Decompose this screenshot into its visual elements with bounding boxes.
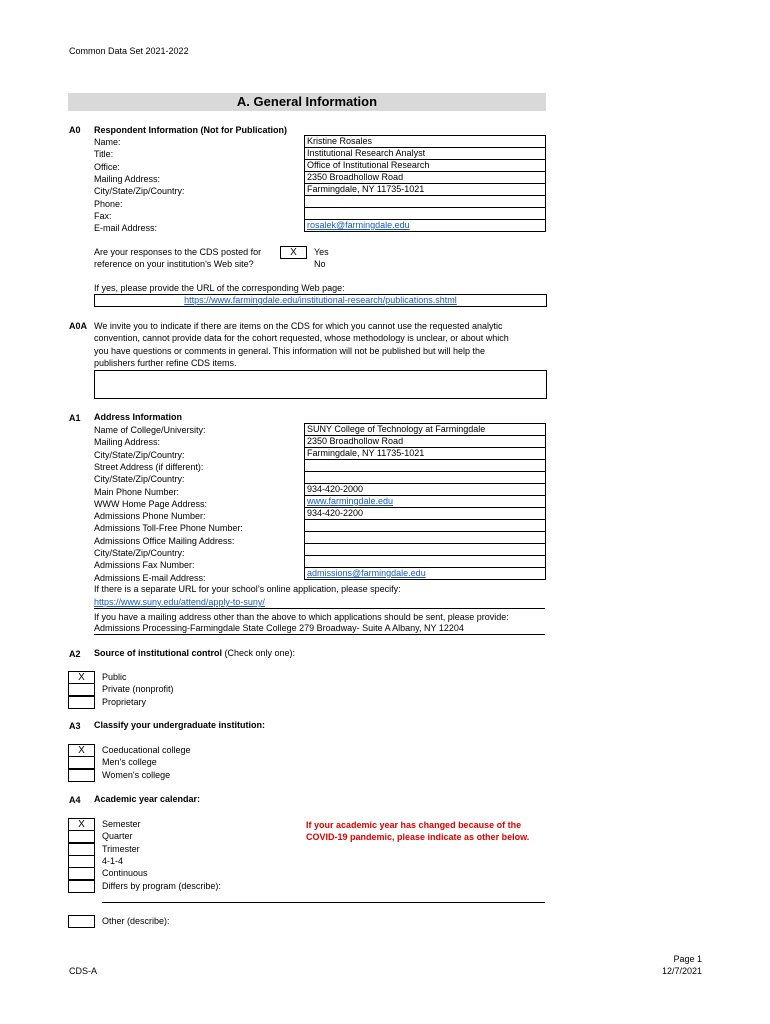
a0a-line: convention, cannot provide data for the cohort requested, whose methodology is unclear, or about which [94,333,509,344]
a1-label: Admissions Office Mailing Address: [94,535,235,546]
a3-checkbox[interactable] [68,769,95,782]
a1-value[interactable] [305,472,546,484]
other-address-prompt: If you have a mailing address other than the above to which applications should be sent, please provide: [94,612,509,622]
a2-heading [94,647,295,659]
a2-option-label: Private (nonprofit) [102,684,174,695]
yes-option: Yes [314,247,329,257]
a0a-comment-box[interactable] [94,370,547,399]
a3-code: A3 [69,721,81,731]
a0-code: A0 [69,125,81,135]
a4-code: A4 [69,795,81,805]
a1-label: Admissions Phone Number: [94,511,206,522]
a4-checkbox[interactable] [68,880,95,893]
a3-option-label: Coeducational college [102,745,191,755]
a2-heading-note: (Check only one): [224,648,296,658]
a0-label: City/State/Zip/Country: [94,186,185,197]
a1-row [305,436,546,448]
a1-label: Mailing Address: [94,437,161,448]
a1-values-table [304,423,546,580]
a1-label: City/State/Zip/Country: [94,449,185,460]
a1-value[interactable] [305,544,546,556]
covid-note-line-1: If your academic year has changed because of the [306,820,522,830]
url-prompt: If yes, please provide the URL of the corresponding Web page: [94,283,345,293]
separate-url-prompt: If there is a separate URL for your school’s online application, please specify: [94,584,401,594]
a4-option-label: Quarter [102,831,133,842]
a0-value[interactable]: Kristine Rosales [305,136,546,148]
a1-value[interactable] [305,460,546,472]
a0-row [305,220,546,232]
a1-label: Admissions Toll-Free Phone Number: [94,523,243,534]
a1-value[interactable]: 2350 Broadhollow Road [305,436,546,448]
a0a-line: you have questions or comments in general. This information will not be published but will help the [94,345,486,356]
a0-row [305,208,546,220]
a0-row [305,184,546,196]
a1-row [305,568,546,580]
a1-row [305,496,546,508]
a0a-line: We invite you to indicate if there are items on the CDS for which you cannot use the requested analytic [94,321,503,331]
footer-date: 12/7/2021 [661,966,702,976]
a1-link[interactable]: www.farmingdale.edu [307,496,394,506]
a1-value[interactable]: Farmingdale, NY 11735-1021 [305,448,546,460]
a1-value[interactable] [305,532,546,544]
posted-checkbox[interactable]: X [280,246,307,259]
a0-label: E-mail Address: [94,223,158,234]
a4-option-label: 4-1-4 [102,855,124,866]
a1-value[interactable]: SUNY College of Technology at Farmingdale [305,424,546,436]
a0-posted-question-2: reference on your institution's Web site? [94,259,254,269]
a2-option-label: Public [102,672,127,682]
web-page-url-link[interactable]: https://www.farmingdale.edu/institutional-research/publications.shtml [184,295,457,305]
a3-option-label: Women's college [102,769,171,780]
a4-checkbox[interactable] [68,843,95,856]
a1-label: City/State/Zip/Country: [94,548,185,558]
a0-label: Mailing Address: [94,173,161,184]
a0-row [305,160,546,172]
a1-code: A1 [69,413,81,423]
a0-value[interactable]: 2350 Broadhollow Road [305,172,546,184]
a1-row [305,448,546,460]
other-describe-label: Other (describe): [102,916,170,926]
covid-note-line-2: COVID-19 pandemic, please indicate as other below. [306,832,530,842]
a3-checkbox[interactable] [68,756,95,769]
a1-label: WWW Home Page Address: [94,498,208,509]
differs-describe-line [102,902,545,903]
a1-row [305,532,546,544]
a0-label: Title: [94,149,114,160]
a0-value[interactable] [305,208,546,220]
separate-url[interactable] [94,597,545,609]
a2-option-label: Proprietary [102,696,147,707]
a4-heading: Academic year calendar: [94,794,201,804]
separate-url-link[interactable]: https://www.suny.edu/attend/apply-to-suny/ [94,597,265,607]
a4-option-label: Semester [102,819,141,829]
other-address[interactable]: Admissions Processing-Farmingdale State College 279 Broadway- Suite A Albany, NY 12204 [94,623,545,635]
form-code: CDS-A [69,966,98,976]
a1-row [305,520,546,532]
a1-row [305,556,546,568]
a1-row [305,508,546,520]
a1-label: Admissions Fax Number: [94,560,195,571]
a2-checkbox[interactable] [68,683,95,696]
a1-value[interactable] [305,556,546,568]
other-checkbox[interactable] [68,915,95,928]
a4-checkbox[interactable] [68,830,95,843]
a1-row [305,472,546,484]
a1-label: Admissions E-mail Address: [94,572,206,583]
a1-value[interactable] [305,496,546,508]
a2-checkbox[interactable] [68,696,95,709]
running-title: Common Data Set 2021-2022 [69,46,189,56]
a2-heading-text: Source of institutional control [94,648,222,658]
a0-row [305,196,546,208]
a0-label: Phone: [94,198,123,209]
a1-value[interactable]: 934-420-2000 [305,484,546,496]
a0-row [305,148,546,160]
a3-heading: Classify your undergraduate institution: [94,720,266,730]
page-number: Page 1 [673,954,702,964]
a0-label: Office: [94,161,120,172]
no-option: No [314,259,326,269]
web-page-url[interactable] [94,294,547,307]
a2-checkbox[interactable]: X [68,671,95,684]
a1-value[interactable]: 934-420-2200 [305,508,546,520]
section-title: A. General Information [68,93,546,111]
a0a-code: A0A [69,321,88,331]
a0-row [305,172,546,184]
a1-row [305,424,546,436]
a4-checkbox[interactable] [68,855,95,868]
a1-value[interactable] [305,568,546,580]
a4-checkbox[interactable] [68,867,95,880]
a1-label: City/State/Zip/Country: [94,474,185,485]
a4-option-label: Trimester [102,843,140,854]
a0-value[interactable] [305,220,546,232]
a4-option-label: Continuous [102,868,148,879]
a3-option-label: Men's college [102,757,157,768]
a1-row [305,460,546,472]
a1-value[interactable] [305,520,546,532]
a4-option-label: Differs by program (describe): [102,880,221,891]
a0-value[interactable] [305,196,546,208]
a1-label: Street Address (if different): [94,461,204,472]
a3-checkbox[interactable]: X [68,744,95,757]
a0-values-table [304,135,546,232]
a0-heading: Respondent Information (Not for Publication) [94,125,287,135]
a1-row [305,544,546,556]
a0-value[interactable]: Institutional Research Analyst [305,148,546,160]
a1-label: Name of College/University: [94,425,206,435]
a0-label: Fax: [94,210,112,221]
a0-row [305,136,546,148]
a4-checkbox[interactable]: X [68,818,95,831]
a1-link[interactable]: admissions@farmingdale.edu [307,568,426,578]
a0-label: Name: [94,137,121,147]
a1-heading: Address Information [94,412,183,422]
a0a-line: publishers further refine CDS items. [94,357,237,368]
a2-code: A2 [69,649,81,659]
a0-link[interactable]: rosalek@farmingdale.edu [307,220,410,230]
a1-label: Main Phone Number: [94,486,180,497]
a0-value[interactable]: Farmingdale, NY 11735-1021 [305,184,546,196]
a0-posted-question-1: Are your responses to the CDS posted for [94,247,262,257]
a0-value[interactable]: Office of Institutional Research [305,160,546,172]
a1-row [305,484,546,496]
